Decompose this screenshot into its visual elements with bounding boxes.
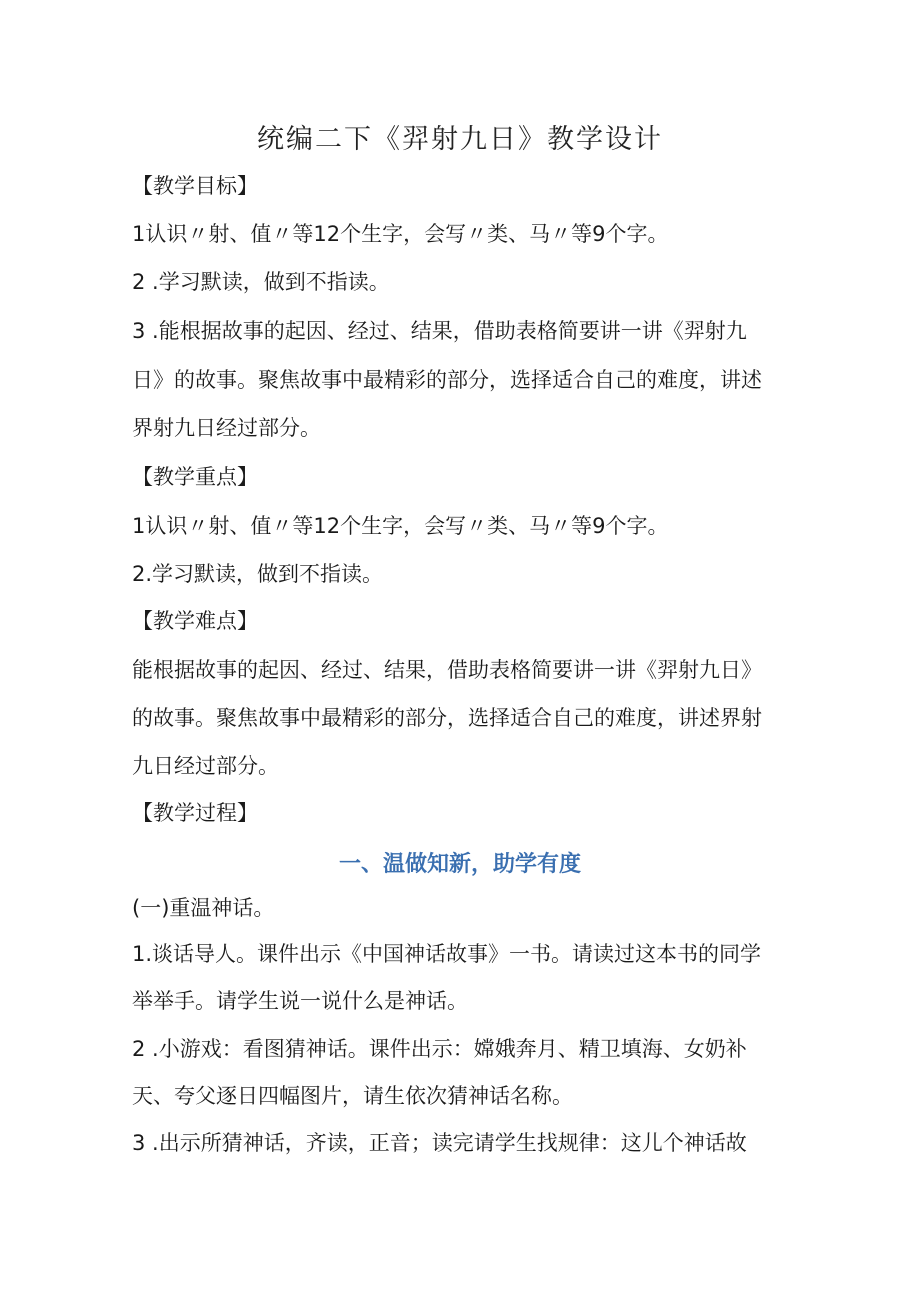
difficulty-line-2: 的故事。聚焦故事中最精彩的部分，选择适合自己的难度，讲述界射 <box>132 706 762 730</box>
objectives-label: 【教学目标】 <box>132 174 258 198</box>
process-line-2: 1.谈话导人。课件出示《中国神话故事》一书。请读过这本书的同学 <box>132 942 762 966</box>
difficulty-line-1: 能根据故事的起因、经过、结果，借助表格简要讲一讲《羿射九日》 <box>132 658 762 682</box>
objective-line-4: 日》的故事。聚焦故事中最精彩的部分，选择适合自己的难度，讲述 <box>132 368 762 392</box>
process-label: 【教学过程】 <box>132 801 258 825</box>
objective-line-1: 1认识〃射、值〃等12个生字，会写〃类、马〃等9个字。 <box>132 222 669 246</box>
key-points-label: 【教学重点】 <box>132 465 258 489</box>
objective-line-2: 2 .学习默读，做到不指读。 <box>132 270 390 294</box>
process-line-5: 天、夸父逐日四幅图片，请生依次猜神话名称。 <box>132 1084 573 1108</box>
difficulties-label: 【教学难点】 <box>132 609 258 633</box>
key-point-line-1: 1认识〃射、值〃等12个生字，会写〃类、马〃等9个字。 <box>132 514 669 538</box>
document-title: 统编二下《羿射九日》教学设计 <box>257 124 663 155</box>
difficulty-line-3: 九日经过部分。 <box>132 754 279 778</box>
process-line-6: 3 .出示所猜神话，齐读，正音；读完请学生找规律：这儿个神话故 <box>132 1131 747 1155</box>
process-line-1: (一)重温神话。 <box>132 896 275 920</box>
key-point-line-2: 2.学习默读，做到不指读。 <box>132 562 384 586</box>
process-line-4: 2 .小游戏：看图猜神话。课件出示：嫦娥奔月、精卫填海、女奶补 <box>132 1037 747 1061</box>
objective-line-3: 3 .能根据故事的起因、经过、结果，借助表格简要讲一讲《羿射九 <box>132 319 747 343</box>
process-section-heading: 一、温做知新，助学有度 <box>338 852 581 877</box>
process-line-3: 举举手。请学生说一说什么是神话。 <box>132 989 468 1013</box>
objective-line-5: 界射九日经过部分。 <box>132 416 321 440</box>
